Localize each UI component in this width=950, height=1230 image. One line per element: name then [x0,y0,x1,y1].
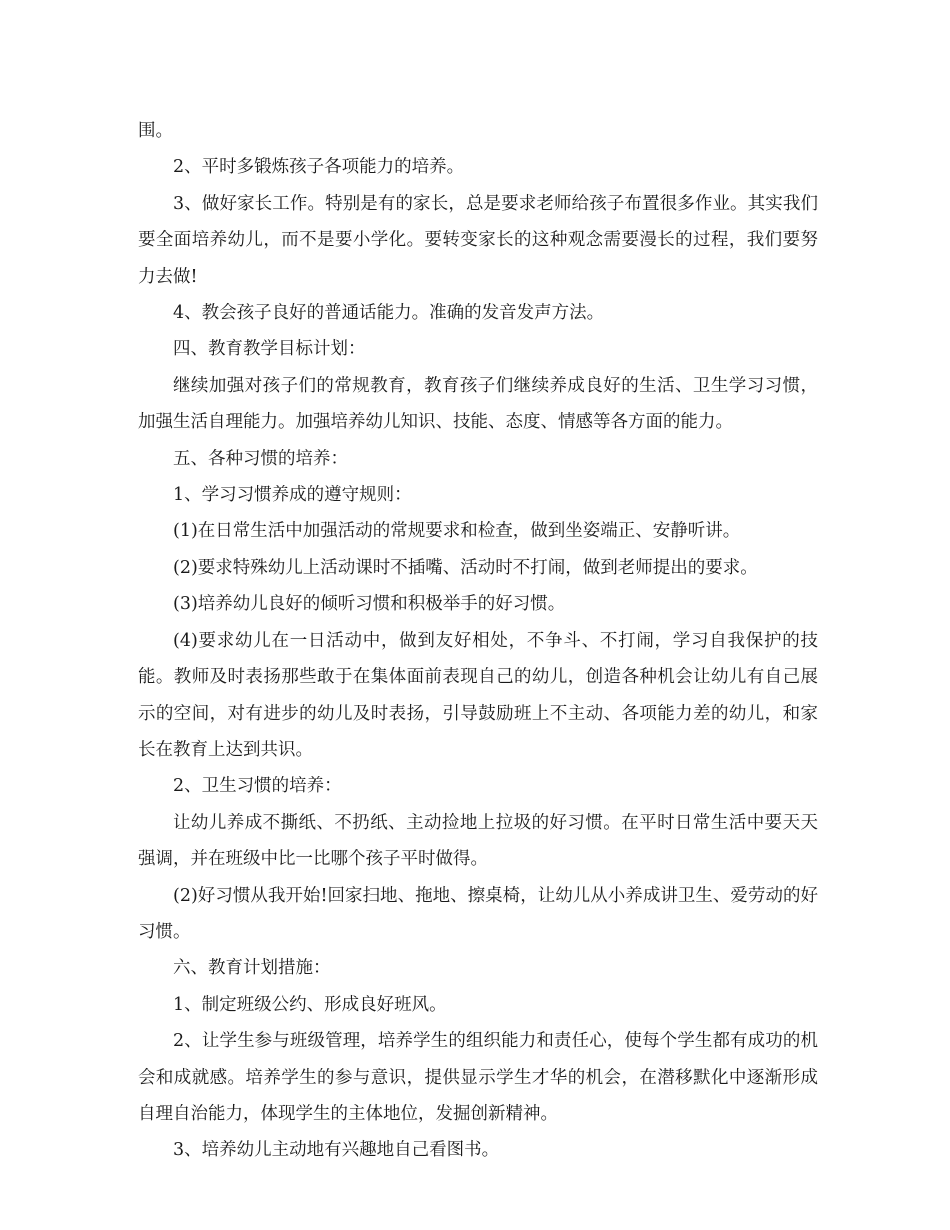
section-heading-five: 五、各种习惯的培养： [173,448,348,469]
paragraph-rule-4: (4)要求幼儿在一日活动中，做到友好相处，不争斗、不打闹，学习自我保护的技能。教师及时表扬那些敢于在集体面前表现自己的幼儿，创造各种机会让幼儿有自己展示的空间，对有进步的幼儿及时表扬，引导鼓励班上不主动、各项能力差的幼儿，和家长在教育上达到共识。 [138,630,818,760]
paragraph-goals: 继续加强对孩子们的常规教育，教育孩子们继续养成良好的生活、卫生学习习惯，加强生活自理能力。加强培养幼儿知识、技能、态度、情感等各方面的能力。 [138,375,818,433]
paragraph-hygiene-2: (2)好习惯从我开始!回家扫地、拖地、擦桌椅，让幼儿从小养成讲卫生、爱劳动的好习惯。 [138,885,818,942]
subheading-hygiene-habits: 2、卫生习惯的培养： [173,776,342,797]
paragraph-item-2-abilities: 2、平时多锻炼孩子各项能力的培养。 [173,157,465,178]
paragraph-rule-3: (3)培养幼儿良好的倾听习惯和积极举手的好习惯。 [173,594,566,615]
paragraph-measure-3: 3、培养幼儿主动地有兴趣地自己看图书。 [173,1140,500,1161]
section-heading-six: 六、教育计划措施： [173,958,331,979]
paragraph-measure-1: 1、制定班级公约、形成良好班风。 [173,994,447,1015]
paragraph-measure-2: 2、让学生参与班级管理，培养学生的组织能力和责任心，使每个学生都有成功的机会和成就感。培养学生的参与意识，提供显示学生才华的机会，在潜移默化中逐渐形成自理自治能力，体现学生的主体地位，发掘创新精神。 [138,1031,818,1124]
paragraph-rule-2: (2)要求特殊幼儿上活动课时不插嘴、活动时不打闹，做到老师提出的要求。 [173,557,758,578]
paragraph-rule-1: (1)在日常生活中加强活动的常规要求和检查，做到坐姿端正、安静听讲。 [173,521,741,542]
paragraph-item-3-parents: 3、做好家长工作。特别是有的家长，总是要求老师给孩子布置很多作业。其实我们要全面培养幼儿，而不是要小学化。要转变家长的这种观念需要漫长的过程，我们要努力去做! [138,193,818,287]
paragraph-item-4-mandarin: 4、教会孩子良好的普通话能力。准确的发音发声方法。 [173,303,605,324]
subheading-study-habits: 1、学习习惯养成的遵守规则： [173,485,412,506]
document-body [138,113,818,1169]
section-heading-four: 四、教育教学目标计划： [173,339,366,360]
paragraph-continuation: 围。 [138,121,173,141]
paragraph-hygiene-1: 让幼儿养成不撕纸、不扔纸、主动捡地上拉圾的好习惯。在平时日常生活中要天天强调，并在班级中比一比哪个孩子平时做得。 [138,812,818,870]
